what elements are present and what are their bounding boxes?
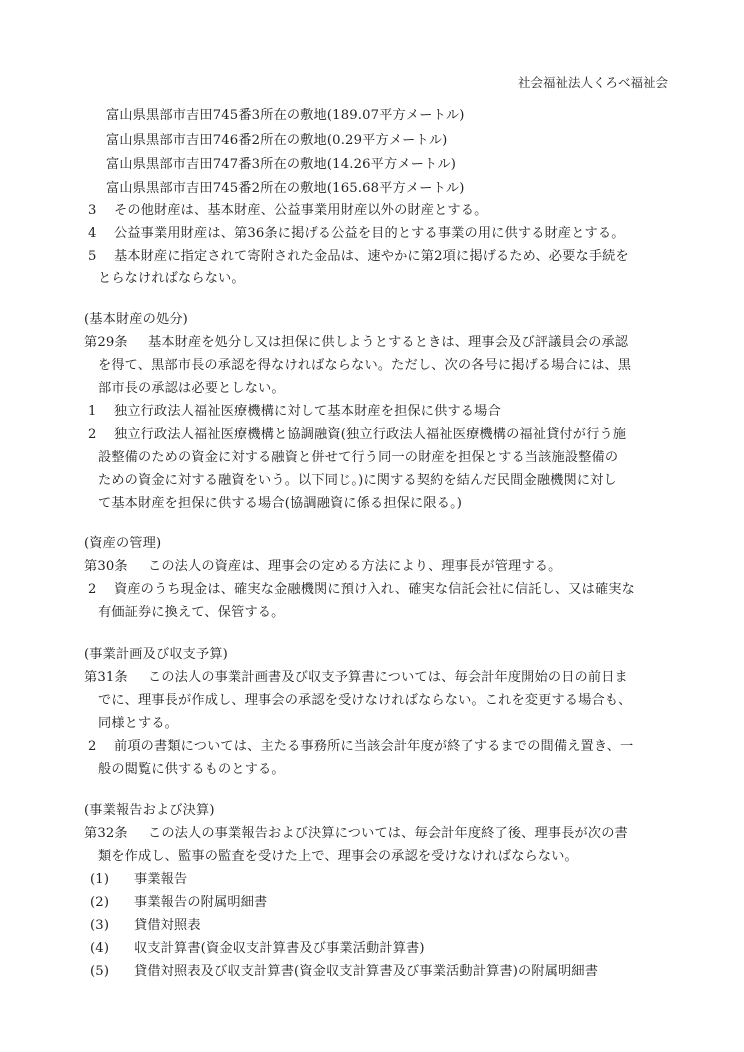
paragraph-number: 2 xyxy=(88,582,97,597)
item-number: 1 xyxy=(88,404,97,419)
article-text: 基本財産を処分し又は担保に供しようとするときは、理事会及び評議員会の承認 xyxy=(148,335,629,350)
article-text: でに、理事長が作成し、理事会の承認を受けなければならない。これを変更する場合も、 xyxy=(98,693,632,708)
item-number: 2 xyxy=(88,427,97,442)
paragraph-text: 基本財産に指定されて寄附された金品は、速やかに第2項に掲げるため、必要な手続を xyxy=(114,249,629,264)
list-item-text: 事業報告の附属明細書 xyxy=(134,895,268,910)
list-item-text: 収支計算書(資金収支計算書及び事業活動計算書) xyxy=(134,941,425,956)
section-heading: (基本財産の処分) xyxy=(84,312,188,327)
property-line-3: 富山県黒部市吉田747番3所在の敷地(14.26平方メートル) xyxy=(106,157,457,172)
item-text: て基本財産を担保に供する場合(協調融資に係る担保に限る。) xyxy=(98,496,463,511)
property-line-2: 富山県黒部市吉田746番2所在の敷地(0.29平方メートル) xyxy=(106,133,448,148)
paragraph-number: 4 xyxy=(88,226,97,241)
list-item-number: (1) xyxy=(90,872,110,887)
list-item-text: 貸借対照表及び収支計算書(資金収支計算書及び事業活動計算書)の附属明細書 xyxy=(134,964,599,979)
paragraph-text: その他財産は、基本財産、公益事業用財産以外の財産とする。 xyxy=(114,203,488,218)
article-number: 第29条 xyxy=(84,335,128,350)
item-text: 独立行政法人福祉医療機構と協調融資(独立行政法人福祉医療機構の福祉貸付が行う施 xyxy=(114,427,627,442)
article-text: 同様とする。 xyxy=(98,716,179,731)
list-item-number: (3) xyxy=(90,918,110,933)
paragraph-text: とらなければならない。 xyxy=(98,271,245,286)
list-item-number: (4) xyxy=(90,941,110,956)
item-text: 設整備のための資金に対する融資と併せて行う同一の財産を担保とする当該施設整備の xyxy=(98,450,619,465)
list-item-text: 貸借対照表 xyxy=(134,918,201,933)
list-item-number: (5) xyxy=(90,964,110,979)
organization-header: 社会福祉法人くろべ福祉会 xyxy=(517,75,668,90)
article-text: この法人の資産は、理事会の定める方法により、理事長が管理する。 xyxy=(148,559,562,574)
article-number: 第32条 xyxy=(84,826,128,841)
article-text: この法人の事業報告および決算については、毎会計年度終了後、理事長が次の書 xyxy=(148,826,628,841)
list-item-text: 事業報告 xyxy=(134,872,188,887)
article-text: を得て、黒部市長の承認を得なければならない。ただし、次の各号に掲げる場合には、黒 xyxy=(98,358,632,373)
paragraph-number: 3 xyxy=(88,203,97,218)
article-text: この法人の事業計画書及び収支予算書については、毎会計年度開始の日の前日ま xyxy=(148,670,628,685)
property-line-4: 富山県黒部市吉田745番2所在の敷地(165.68平方メートル) xyxy=(106,181,465,196)
paragraph-text: 資産のうち現金は、確実な金融機関に預け入れ、確実な信託会社に信託し、又は確実な xyxy=(114,582,635,597)
paragraph-text: 前項の書類については、主たる事務所に当該会計年度が終了するまでの間備え置き、一 xyxy=(114,739,634,754)
paragraph-text: 般の閲覧に供するものとする。 xyxy=(98,762,285,777)
item-text: ための資金に対する融資をいう。以下同じ。)に関する契約を結んだ民間金融機関に対し xyxy=(98,473,617,488)
property-line-1: 富山県黒部市吉田745番3所在の敷地(189.07平方メートル) xyxy=(106,108,465,123)
paragraph-text: 有価証券に換えて、保管する。 xyxy=(98,605,285,620)
paragraph-number: 5 xyxy=(88,249,97,264)
article-text: 類を作成し、監事の監査を受けた上で、理事会の承認を受けなければならない。 xyxy=(98,849,578,864)
section-heading: (資産の管理) xyxy=(84,536,162,551)
list-item-number: (2) xyxy=(90,895,110,910)
paragraph-number: 2 xyxy=(88,739,97,754)
item-text: 独立行政法人福祉医療機構に対して基本財産を担保に供する場合 xyxy=(114,404,501,419)
article-number: 第30条 xyxy=(84,559,128,574)
article-text: 部市長の承認は必要としない。 xyxy=(98,381,285,396)
section-heading: (事業報告および決算) xyxy=(84,803,215,818)
section-heading: (事業計画及び収支予算) xyxy=(84,647,228,662)
article-number: 第31条 xyxy=(84,670,128,685)
paragraph-text: 公益事業用財産は、第36条に掲げる公益を目的とする事業の用に供する財産とする。 xyxy=(114,226,625,241)
